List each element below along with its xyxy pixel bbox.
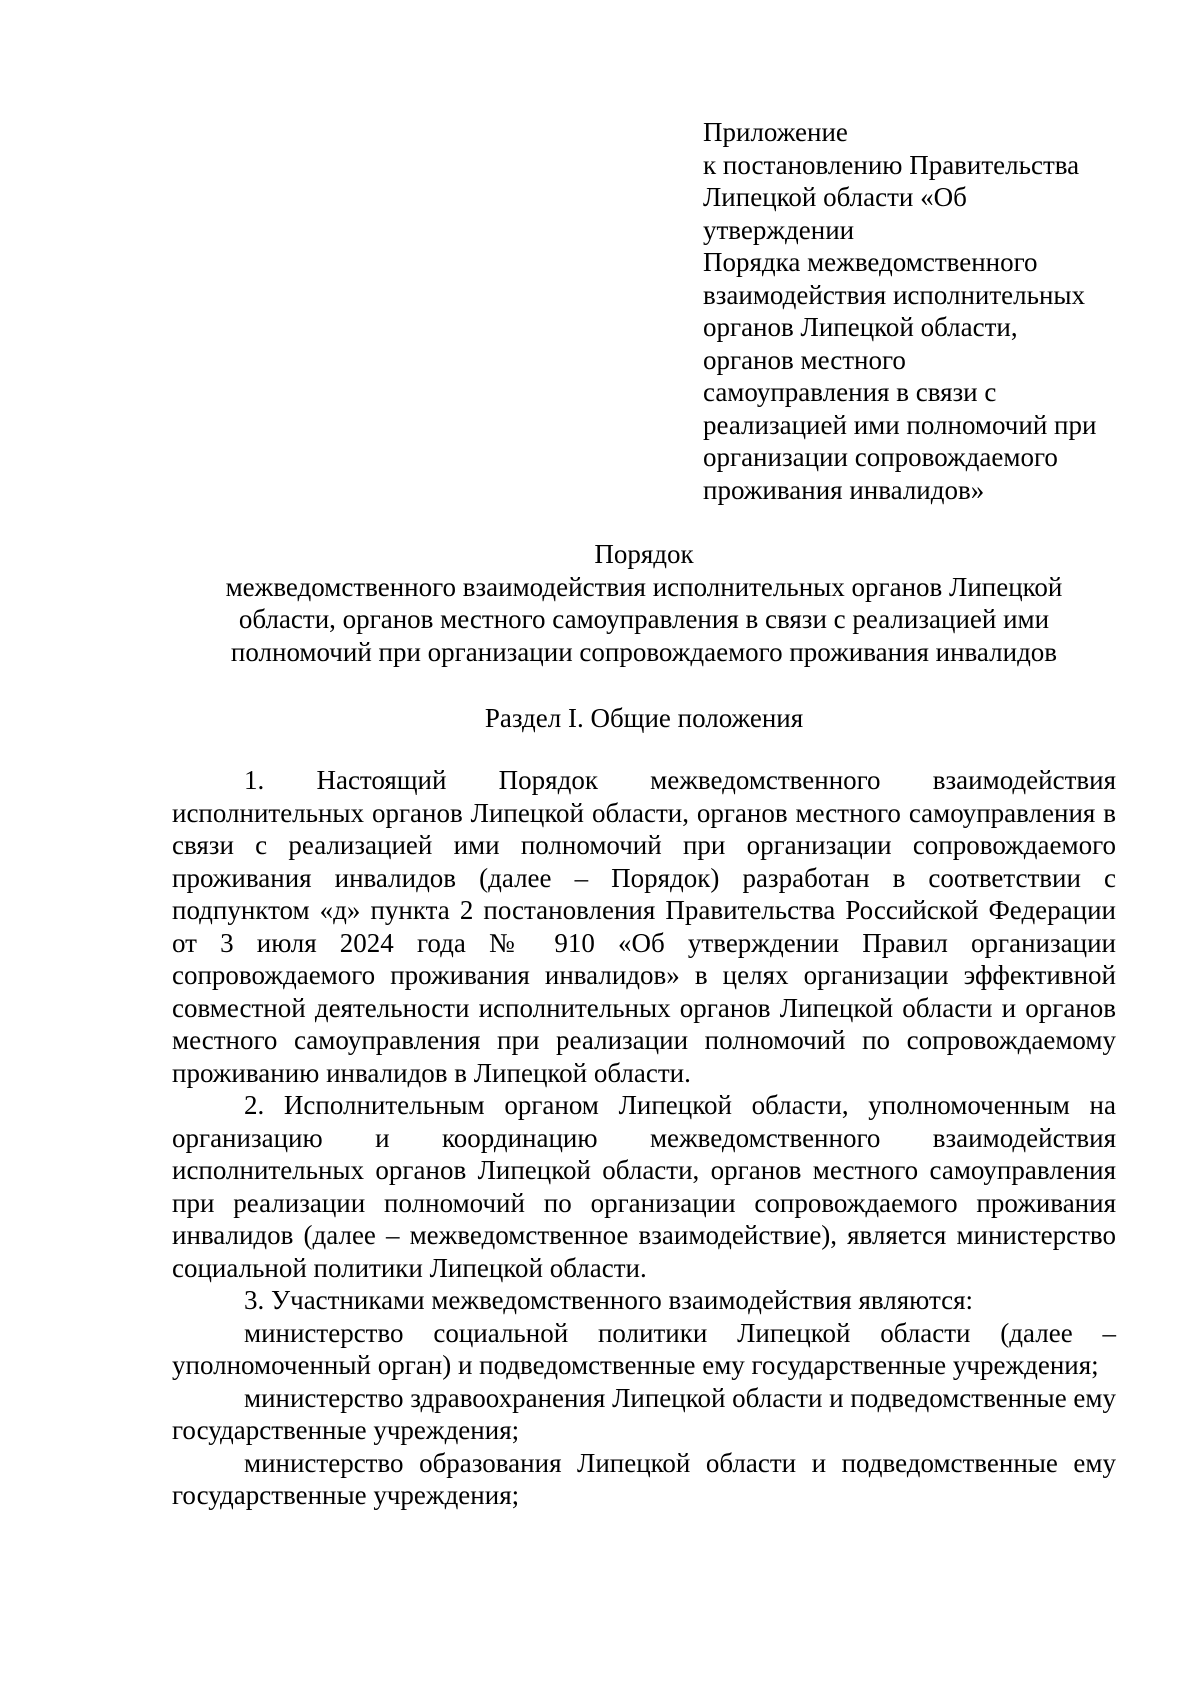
appendix-line: органов местного <box>703 344 906 375</box>
title-line: межведомственного взаимодействия исполнительных органов Липецкой <box>225 571 1063 602</box>
appendix-line: органов Липецкой области, <box>703 312 1018 342</box>
title-line: области, органов местного самоуправления в связи с реализацией ими <box>238 604 1050 634</box>
appendix-line: организации сопровождаемого <box>703 442 1058 472</box>
appendix-line: взаимодействия исполнительных <box>703 279 1086 310</box>
paragraph: 3. Участниками межведомственного взаимодействия являются: <box>244 1285 974 1315</box>
paragraph: министерство социальной политики Липецкой области (далее – уполномоченный орган) и подведомственные ему государственные учреждения; <box>172 1317 1116 1380</box>
appendix-line: реализацией ими полномочий при <box>703 409 1097 440</box>
appendix-line: утверждении <box>703 214 855 245</box>
document-title <box>0 538 1200 668</box>
appendix-line: к постановлению Правительства <box>703 149 1080 180</box>
appendix-line: Порядка межведомственного <box>703 247 1038 277</box>
appendix-note <box>703 116 1123 506</box>
document-body <box>172 764 1116 1512</box>
paragraph: министерство образования Липецкой области и подведомственные ему государственные учреждения; <box>172 1447 1116 1510</box>
title-line: полномочий при организации сопровождаемого проживания инвалидов <box>230 636 1058 667</box>
paragraph: 1. Настоящий Порядок межведомственного взаимодействия исполнительных органов Липецкой области, органов местного самоуправления в связи с реализацией ими полномочий при организации сопровождаемого проживания инвалидов (далее – Порядок) разработан в соответствии с подпунктом «д» пункта 2 постановления Правительства Российской Федерации от 3 июля 2024 года № 910 «Об утверждении Правил организации сопровождаемого проживания инвалидов» в целях организации эффективной совместной деятельности исполнительных органов Липецкой области и органов местного самоуправления при реализации полномочий по сопровождаемому проживанию инвалидов в Липецкой области. <box>172 765 1116 1088</box>
title-heading: Порядок <box>594 539 694 569</box>
paragraph: 2. Исполнительным органом Липецкой области, уполномоченным на организацию и координацию межведомственного взаимодействия исполнительных органов Липецкой области, органов местного самоуправления при реализации полномочий по организации сопровождаемого проживания инвалидов (далее – межведомственное взаимодействие), является министерство социальной политики Липецкой области. <box>172 1090 1116 1283</box>
section-heading: Раздел I. Общие положения <box>484 703 804 733</box>
appendix-line: Приложение <box>703 117 848 147</box>
paragraph: министерство здравоохранения Липецкой области и подведомственные ему государственные учреждения; <box>172 1382 1117 1445</box>
appendix-line: проживания инвалидов» <box>703 474 985 505</box>
appendix-line: Липецкой области «Об <box>703 182 967 212</box>
appendix-line: самоуправления в связи с <box>703 377 997 407</box>
